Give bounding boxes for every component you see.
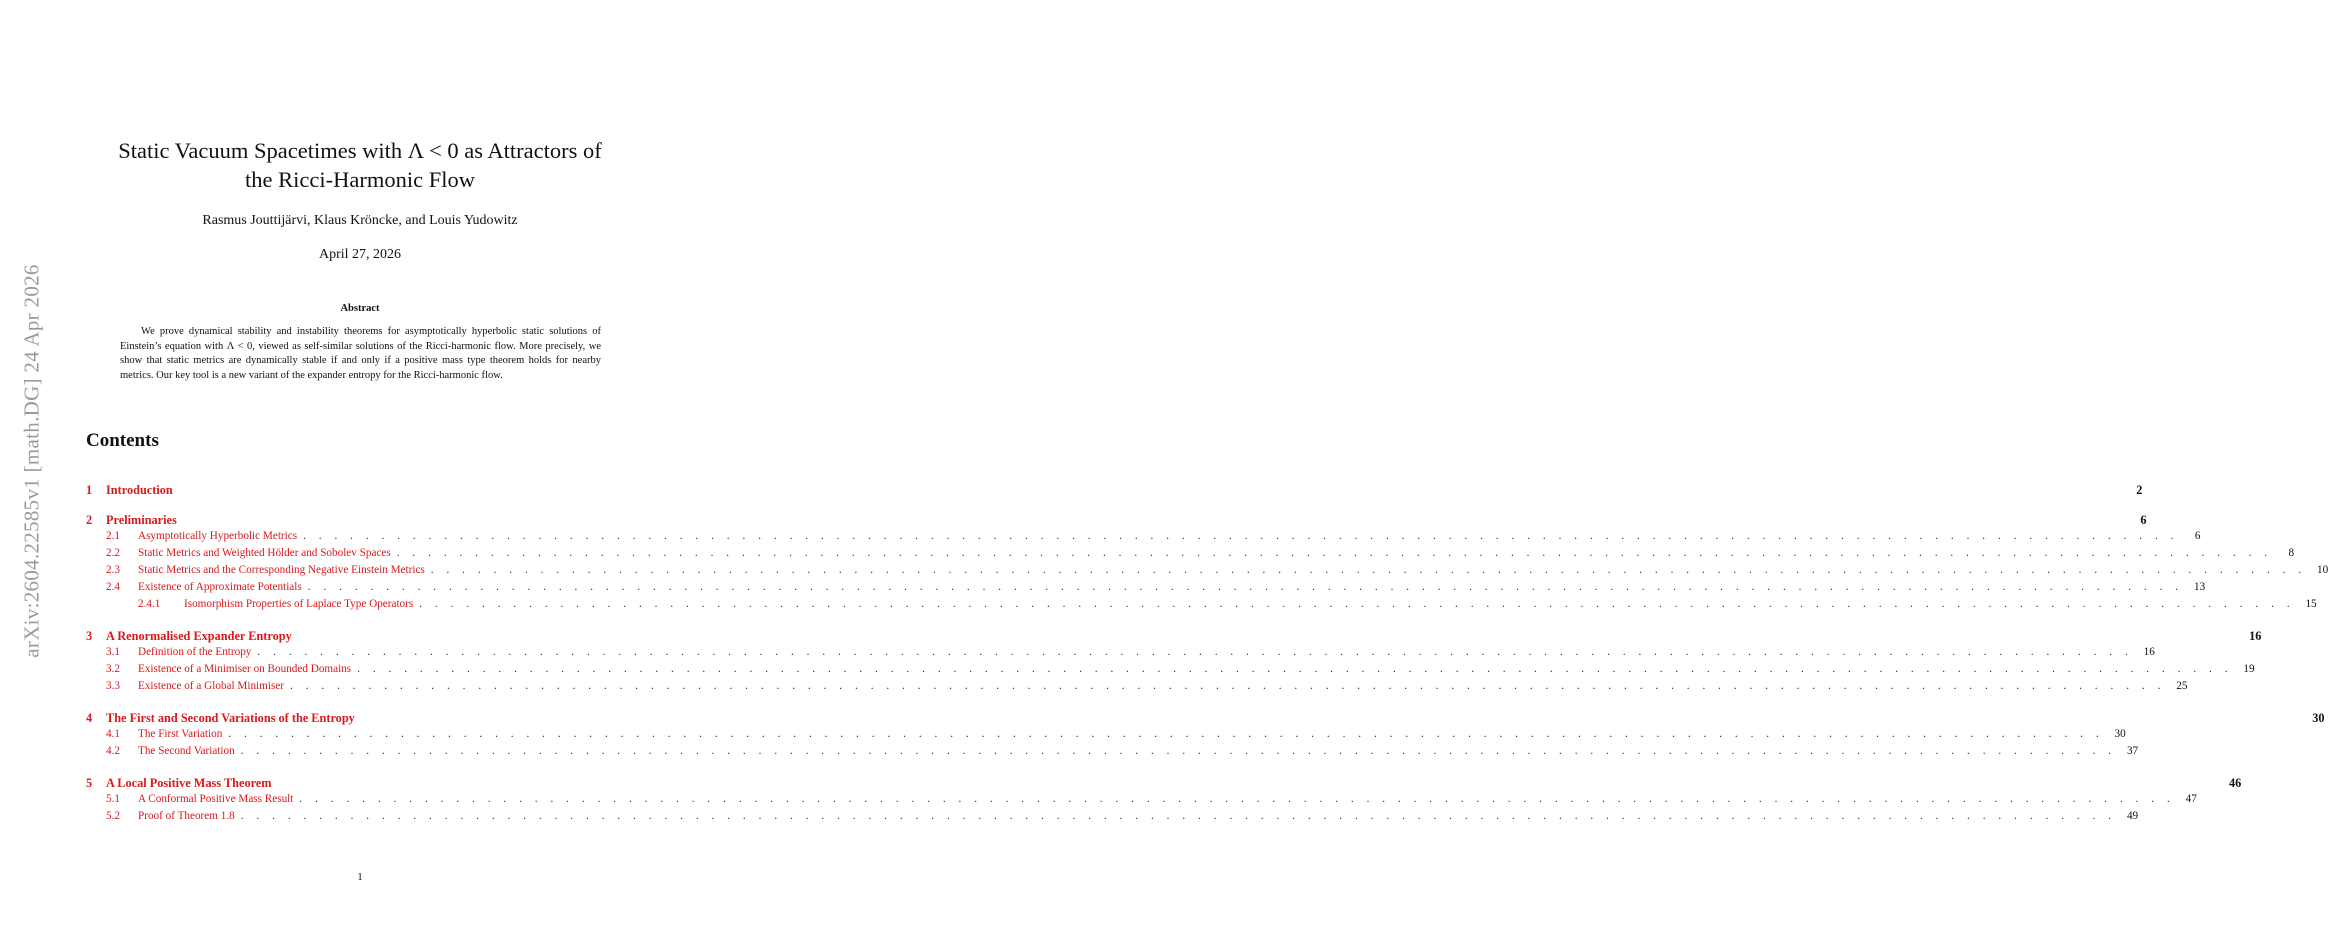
toc-entry-page: 15 [2305,598,2317,610]
abstract-body: We prove dynamical stability and instability theorems for asymptotically hyperbolic static solutions of Einstein’s equation with Λ < 0, viewed as self-similar solutions of the Ricci-harmonic flow. More precisely, we show that static metrics are dynamically stable if and only if a positive mass type theorem holds for nearby metrics. Our key tool is a new variant of the expander entropy for the Ricci-harmonic flow. [120,326,601,381]
toc-entry-page: 46 [2228,776,2242,790]
toc-entry-number[interactable]: 1 [86,483,93,497]
toc-entry-number[interactable]: 2.1 [106,530,120,542]
toc-entry[interactable] [86,793,2197,808]
toc-entry[interactable] [86,629,2262,645]
toc-entry-page: 8 [2288,547,2295,559]
toc-entry-page: 47 [2185,793,2197,805]
toc-entry-page: 6 [2194,530,2201,542]
toc-entry[interactable] [86,564,2328,579]
toc-entry-number[interactable]: 5 [86,776,93,790]
toc-entry-title[interactable]: Existence of a Minimiser on Bounded Domains [138,663,352,675]
toc-entry-page: 25 [2176,680,2188,692]
toc-entry-page: 49 [2126,810,2139,822]
toc-entry[interactable] [86,598,2317,613]
toc-entry-number[interactable]: 4 [86,711,93,725]
page-number: 1 [357,871,363,883]
toc-entry-page: 10 [2317,564,2328,576]
toc-entry-title[interactable]: A Conformal Positive Mass Result [138,793,294,805]
toc-entry-number[interactable]: 3 [86,629,93,643]
toc-dot-leader: . . . . . . . . . . . . . . . . . . . . . . . . . . . . . . . . . . . . . . . . . . . . . . . . . . . . . . . . . . . . . . . . . . . . . . . . . . . . . . . . . . . . . . . . . . . . . . . . . . . . . . . . . . . . . . . . . . . . . . . . [240,745,2117,757]
toc-dot-leader: . . . . . . . . . . . . . . . . . . . . . . . . . . . . . . . . . . . . . . . . . . . . . . . . . . . . . . . . . . . . . . . . . . . . . . . . . . . . . . . . . . . . . . . . . . . . . . . . . . . . . . . . . . . . . . . . . . . . . . . . [419,598,2295,610]
toc-entry-title[interactable]: Existence of Approximate Potentials [138,581,302,593]
toc-entry[interactable] [86,646,2155,661]
toc-entry-number[interactable]: 2.4.1 [138,598,161,610]
table-of-contents [86,0,2328,932]
title-line-2: the Ricci-Harmonic Flow [245,167,475,192]
toc-entry-title[interactable]: The First and Second Variations of the Entropy [106,711,355,725]
toc-dot-leader: . . . . . . . . . . . . . . . . . . . . . . . . . . . . . . . . . . . . . . . . . . . . . . . . . . . . . . . . . . . . . . . . . . . . . . . . . . . . . . . . . . . . . . . . . . . . . . . . . . . . . . . . . . . . . . . . . . . . . . . . [299,793,2175,805]
toc-entry-number[interactable]: 3.3 [106,680,120,692]
arxiv-stamp: arXiv:2604.22585v1 [math.DG] 24 Apr 2026 [19,264,44,658]
toc-entry-title[interactable]: Existence of a Global Minimiser [138,680,285,692]
toc-entry-page: 30 [2312,711,2325,725]
toc-entry-title[interactable]: The Second Variation [138,745,235,757]
toc-entry[interactable] [86,513,2147,529]
toc-entry[interactable] [86,530,2201,545]
date: April 27, 2026 [318,247,402,262]
toc-entry-title[interactable]: Proof of Theorem 1.8 [138,810,235,822]
toc-entry-page: 2 [2136,483,2143,497]
toc-entry[interactable] [86,680,2188,695]
toc-dot-leader: . . . . . . . . . . . . . . . . . . . . . . . . . . . . . . . . . . . . . . . . . . . . . . . . . . . . . . . . . . . . . . . . . . . . . . . . . . . . . . . . . . . . . . . . . . . . . . . . . . . . . . . . . . . . . . . . . . . . . . . . [303,530,2179,542]
toc-dot-leader: . . . . . . . . . . . . . . . . . . . . . . . . . . . . . . . . . . . . . . . . . . . . . . . . . . . . . . . . . . . . . . . . . . . . . . . . . . . . . . . . . . . . . . . . . . . . . . . . . . . . . . . . . . . . . . . . . . . . . . . . [430,564,2307,576]
toc-entry-number[interactable]: 5.2 [106,810,120,822]
toc-dot-leader: . . . . . . . . . . . . . . . . . . . . . . . . . . . . . . . . . . . . . . . . . . . . . . . . . . . . . . . . . . . . . . . . . . . . . . . . . . . . . . . . . . . . . . . . . . . . . . . . . . . . . . . . . . . . . . . . . . . . . . . . [307,581,2184,593]
toc-dot-leader: . . . . . . . . . . . . . . . . . . . . . . . . . . . . . . . . . . . . . . . . . . . . . . . . . . . . . . . . . . . . . . . . . . . . . . . . . . . . . . . . . . . . . . . . . . . . . . . . . . . . . . . . . . . . . . . . . . . . . . . . [240,810,2117,822]
toc-entry-title[interactable]: A Renormalised Expander Entropy [106,629,292,643]
toc-entry-page: 30 [2114,728,2126,740]
arxiv-sidebar [12,236,52,686]
toc-entry-title[interactable]: The First Variation [138,728,223,740]
toc-dot-leader: . . . . . . . . . . . . . . . . . . . . . . . . . . . . . . . . . . . . . . . . . . . . . . . . . . . . . . . . . . . . . . . . . . . . . . . . . . . . . . . . . . . . . . . . . . . . . . . . . . . . . . . . . . . . . . . . . . . . . . . . [257,646,2133,658]
toc-entry[interactable] [86,745,2139,760]
toc-entry-title[interactable]: Static Metrics and Weighted Hölder and Sobolev Spaces [138,547,391,559]
toc-dot-leader: . . . . . . . . . . . . . . . . . . . . . . . . . . . . . . . . . . . . . . . . . . . . . . . . . . . . . . . . . . . . . . . . . . . . . . . . . . . . . . . . . . . . . . . . . . . . . . . . . . . . . . . . . . . . . . . . . . . . . . . . [396,547,2273,559]
toc-entry-number[interactable]: 4.2 [106,745,120,757]
toc-dot-leader: . . . . . . . . . . . . . . . . . . . . . . . . . . . . . . . . . . . . . . . . . . . . . . . . . . . . . . . . . . . . . . . . . . . . . . . . . . . . . . . . . . . . . . . . . . . . . . . . . . . . . . . . . . . . . . . . . . . . . . . . [290,680,2166,692]
toc-dot-leader: . . . . . . . . . . . . . . . . . . . . . . . . . . . . . . . . . . . . . . . . . . . . . . . . . . . . . . . . . . . . . . . . . . . . . . . . . . . . . . . . . . . . . . . . . . . . . . . . . . . . . . . . . . . . . . . . . . . . . . . . [357,663,2233,675]
toc-entry-number[interactable]: 3.2 [106,663,120,675]
toc-entry-number[interactable]: 2.3 [106,564,120,576]
toc-entry-page: 37 [2126,745,2139,757]
authors: Rasmus Jouttijärvi, Klaus Kröncke, and Louis Yudowitz [202,213,518,228]
toc-entry[interactable] [86,581,2206,596]
abstract-heading: Abstract [340,303,380,314]
toc-entry-page: 16 [2249,629,2262,643]
toc-entry-number[interactable]: 2.4 [106,581,120,593]
contents-heading: Contents [86,430,159,451]
toc-entry[interactable] [86,711,2325,727]
toc-entry[interactable] [86,547,2295,562]
toc-entry[interactable] [86,483,2143,499]
toc-entry-page: 19 [2243,663,2255,675]
title-line-1: Static Vacuum Spacetimes with Λ < 0 as Attractors of [118,138,602,163]
toc-entry-title[interactable]: A Local Positive Mass Theorem [106,776,272,790]
toc-entry-number[interactable]: 3.1 [106,646,120,658]
toc-entry-title[interactable]: Introduction [106,483,173,497]
toc-entry-number[interactable]: 2 [86,513,93,527]
toc-entry[interactable] [86,810,2139,825]
toc-entry-page: 6 [2140,513,2147,527]
toc-entry-title[interactable]: Static Metrics and the Corresponding Negative Einstein Metrics [138,564,425,576]
toc-entry-title[interactable]: Definition of the Entropy [138,646,252,658]
toc-entry-title[interactable]: Preliminaries [106,513,177,527]
toc-dot-leader: . . . . . . . . . . . . . . . . . . . . . . . . . . . . . . . . . . . . . . . . . . . . . . . . . . . . . . . . . . . . . . . . . . . . . . . . . . . . . . . . . . . . . . . . . . . . . . . . . . . . . . . . . . . . . . . . . . . . . . . . [228,728,2104,740]
toc-entry[interactable] [86,663,2255,678]
toc-entry-title[interactable]: Isomorphism Properties of Laplace Type Operators [184,598,414,610]
toc-entry-page: 13 [2193,581,2206,593]
toc-entry-number[interactable]: 5.1 [106,793,120,805]
toc-entry[interactable] [86,776,2242,792]
toc-entry-title[interactable]: Asymptotically Hyperbolic Metrics [138,530,298,542]
toc-entry-number[interactable]: 2.2 [106,547,120,559]
toc-entry-page: 16 [2143,646,2155,658]
toc-entry[interactable] [86,728,2126,743]
toc-entry-number[interactable]: 4.1 [106,728,120,740]
